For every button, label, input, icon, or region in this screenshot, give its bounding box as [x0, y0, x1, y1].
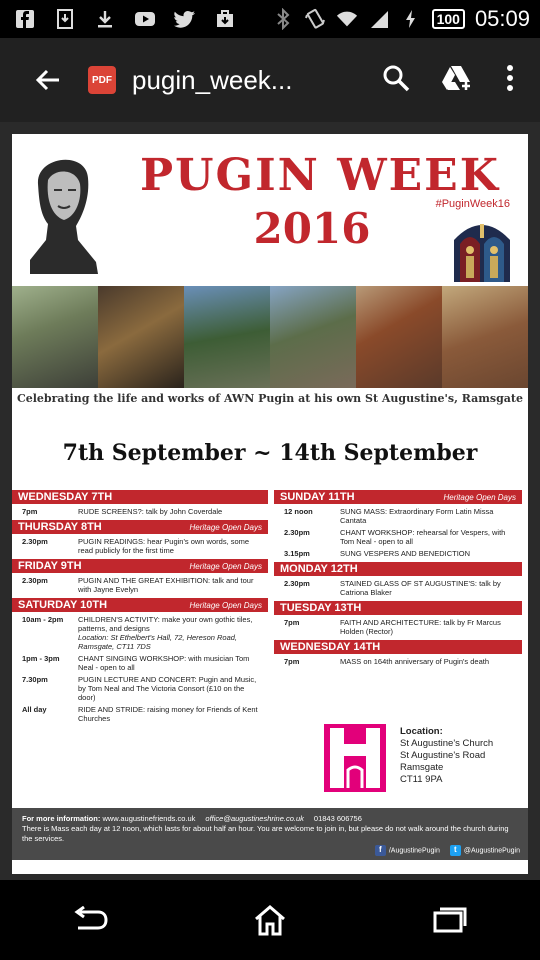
document-title: pugin_week... — [132, 64, 293, 95]
event-row — [274, 654, 522, 666]
clock: 05:09 — [474, 6, 530, 31]
day-name: WEDNESDAY 7TH — [18, 491, 113, 503]
poster-tagline: Celebrating the life and works of AWN Pugin at his own St Augustine's, Ramsgate — [17, 392, 523, 405]
day-header — [12, 598, 268, 612]
event-row — [12, 612, 268, 651]
event-description — [340, 549, 516, 558]
day-header — [274, 601, 522, 615]
event-title: CHILDREN'S ACTIVITY: make your own gothic tiles, patterns, and designs — [78, 615, 253, 633]
event-description — [78, 576, 262, 594]
facebook-icon — [14, 8, 36, 30]
event-title: PUGIN AND THE GREAT EXHIBITION: talk and tour with Jayne Evelyn — [78, 576, 254, 594]
pugin-portrait-image — [24, 144, 102, 274]
heritage-open-days-label: Heritage Open Days — [189, 561, 262, 571]
event-photo — [12, 286, 98, 388]
hashtag: #PuginWeek16 — [435, 198, 510, 210]
event-title: RIDE AND STRIDE: raising money for Friends of Kent Churches — [78, 705, 258, 723]
event-time: 7pm — [284, 657, 300, 666]
event-title: RUDE SCREENS?: talk by John Coverdale — [78, 507, 223, 516]
heritage-open-days-label: Heritage Open Days — [189, 522, 262, 532]
phone-number: 01843 606756 — [313, 814, 362, 823]
event-title: PUGIN READINGS: hear Pugin's own words, some read publicly for the first time — [78, 537, 250, 555]
heritage-open-days-label: Heritage Open Days — [189, 600, 262, 610]
nav-recents-button[interactable] — [420, 895, 480, 945]
event-time: 10am - 2pm — [22, 615, 64, 624]
day-name: TUESDAY 13TH — [280, 602, 362, 614]
mass-note: There is Mass each day at 12 noon, which lasts for about half an hour. You are welcome to join in, but please do not walk around the church during the services. — [22, 824, 509, 843]
poster-dates: 7th September ~ 14th September — [62, 440, 478, 466]
signal-icon — [368, 8, 390, 30]
search-icon — [382, 64, 410, 92]
website-link[interactable]: www.augustinefriends.co.uk — [102, 814, 196, 823]
event-description — [340, 528, 516, 546]
event-title: PUGIN LECTURE AND CONCERT: Pugin and Music, by Tom Neal and The Victoria Consort (£10 on the door) — [78, 675, 257, 702]
event-description — [340, 507, 516, 525]
event-photo — [442, 286, 528, 388]
location-block — [324, 724, 524, 804]
youtube-icon — [134, 8, 156, 30]
more-vert-icon — [506, 64, 514, 92]
event-title: SUNG MASS: Extraordinary Form Latin Missa Cantata — [340, 507, 494, 525]
event-row — [274, 576, 522, 597]
location-line: CT11 9PA — [400, 774, 443, 785]
event-row — [274, 504, 522, 525]
location-line: Ramsgate — [400, 762, 444, 773]
more-options-button[interactable] — [506, 64, 514, 97]
event-title: CHANT WORKSHOP: rehearsal for Vespers, with Tom Neal - open to all — [340, 528, 506, 546]
event-description — [340, 657, 516, 666]
nav-home-button[interactable] — [240, 895, 300, 945]
event-time: 2.30pm — [22, 576, 48, 585]
event-title: MASS on 164th anniversary of Pugin's death — [340, 657, 490, 666]
event-time: 3.15pm — [284, 549, 310, 558]
nav-back-button[interactable] — [60, 895, 120, 945]
drive-add-icon — [442, 64, 474, 92]
event-time: 7pm — [22, 507, 38, 516]
event-description — [78, 537, 262, 555]
day-name: SUNDAY 11TH — [280, 491, 355, 503]
more-info-label: For more information: — [22, 814, 101, 823]
schedule-right-column — [274, 486, 522, 666]
location-heading: Location: — [400, 726, 443, 737]
twitter-icon — [174, 8, 196, 30]
event-title: CHANT SINGING WORKSHOP: with musician Tom Neal - open to all — [78, 654, 250, 672]
day-header — [12, 559, 268, 573]
day-header — [274, 562, 522, 576]
event-row — [12, 504, 268, 516]
event-description — [78, 654, 262, 672]
event-row — [274, 615, 522, 636]
event-time: 12 noon — [284, 507, 313, 516]
recents-icon — [432, 906, 468, 934]
location-line: St Augustine's Church — [400, 738, 494, 749]
schedule-left-column — [12, 486, 268, 723]
download-icon — [54, 8, 76, 30]
day-name: WEDNESDAY 14TH — [280, 641, 381, 653]
back-button[interactable] — [28, 60, 68, 100]
day-name: FRIDAY 9TH — [18, 560, 82, 572]
event-photo — [184, 286, 270, 388]
event-photo-strip — [12, 286, 528, 388]
back-icon — [72, 906, 108, 934]
day-header — [12, 520, 268, 534]
poster-year: 2016 — [253, 204, 371, 253]
vibrate-icon — [304, 8, 326, 30]
event-time: 2.30pm — [284, 579, 310, 588]
event-location: Location: St Ethelbert's Hall, 72, Hereson Road, Ramsgate, CT11 7DS — [78, 633, 238, 651]
event-description — [340, 618, 516, 636]
event-title: STAINED GLASS OF ST AUGUSTINE'S: talk by Catriona Blaker — [340, 579, 501, 597]
day-name: SATURDAY 10TH — [18, 599, 108, 611]
poster-title: PUGIN WEEK — [140, 150, 500, 201]
event-description — [78, 615, 262, 651]
location-text — [400, 726, 493, 786]
location-line: St Augustine's Road — [400, 750, 486, 761]
event-row — [12, 573, 268, 594]
day-name: THURSDAY 8TH — [18, 521, 102, 533]
event-time: 1pm - 3pm — [22, 654, 60, 663]
add-to-drive-button[interactable] — [442, 64, 474, 97]
facebook-icon: f — [375, 845, 386, 856]
event-time: 2.30pm — [22, 537, 48, 546]
briefcase-icon — [214, 8, 236, 30]
event-row — [274, 525, 522, 546]
event-photo — [270, 286, 356, 388]
event-time: 7pm — [284, 618, 300, 627]
twitter-link[interactable]: t @AugustinePugin — [450, 845, 520, 857]
stained-glass-image — [450, 216, 514, 282]
poster-footer — [12, 808, 528, 860]
day-header — [12, 490, 268, 504]
day-header — [274, 640, 522, 654]
pdf-viewer[interactable] — [0, 122, 540, 880]
event-title: FAITH AND ARCHITECTURE: talk by Fr Marcus Holden (Rector) — [340, 618, 501, 636]
pdf-file-icon: PDF — [88, 66, 116, 94]
event-time: 7.30pm — [22, 675, 48, 684]
event-row — [12, 672, 268, 702]
facebook-link[interactable]: f /AugustinePugin — [375, 845, 440, 857]
event-description — [340, 579, 516, 597]
heritage-open-days-label: Heritage Open Days — [443, 492, 516, 502]
event-description — [78, 507, 262, 516]
event-title: SUNG VESPERS AND BENEDICTION — [340, 549, 471, 558]
event-row — [274, 546, 522, 558]
event-description — [78, 705, 262, 723]
day-header — [274, 490, 522, 504]
twitter-icon: t — [450, 845, 461, 856]
event-row — [12, 534, 268, 555]
navigation-bar — [0, 880, 540, 960]
day-name: MONDAY 12TH — [280, 563, 358, 575]
event-time: 2.30pm — [284, 528, 310, 537]
arrow-back-icon — [34, 66, 62, 94]
search-button[interactable] — [382, 64, 410, 97]
status-bar — [0, 0, 540, 38]
battery-level: 100 — [432, 9, 465, 29]
app-bar — [0, 38, 540, 122]
pdf-page[interactable] — [12, 134, 528, 874]
home-icon — [253, 904, 287, 936]
event-photo — [98, 286, 184, 388]
wifi-icon — [336, 8, 358, 30]
event-row — [12, 702, 268, 723]
bluetooth-icon — [272, 8, 294, 30]
event-photo — [356, 286, 442, 388]
download-icon — [94, 8, 116, 30]
event-time: All day — [22, 705, 47, 714]
charging-icon — [400, 8, 422, 30]
event-description — [78, 675, 262, 702]
email-link[interactable]: office@augustineshrine.co.uk — [205, 814, 304, 823]
event-row — [12, 651, 268, 672]
heritage-open-days-logo — [324, 724, 386, 792]
